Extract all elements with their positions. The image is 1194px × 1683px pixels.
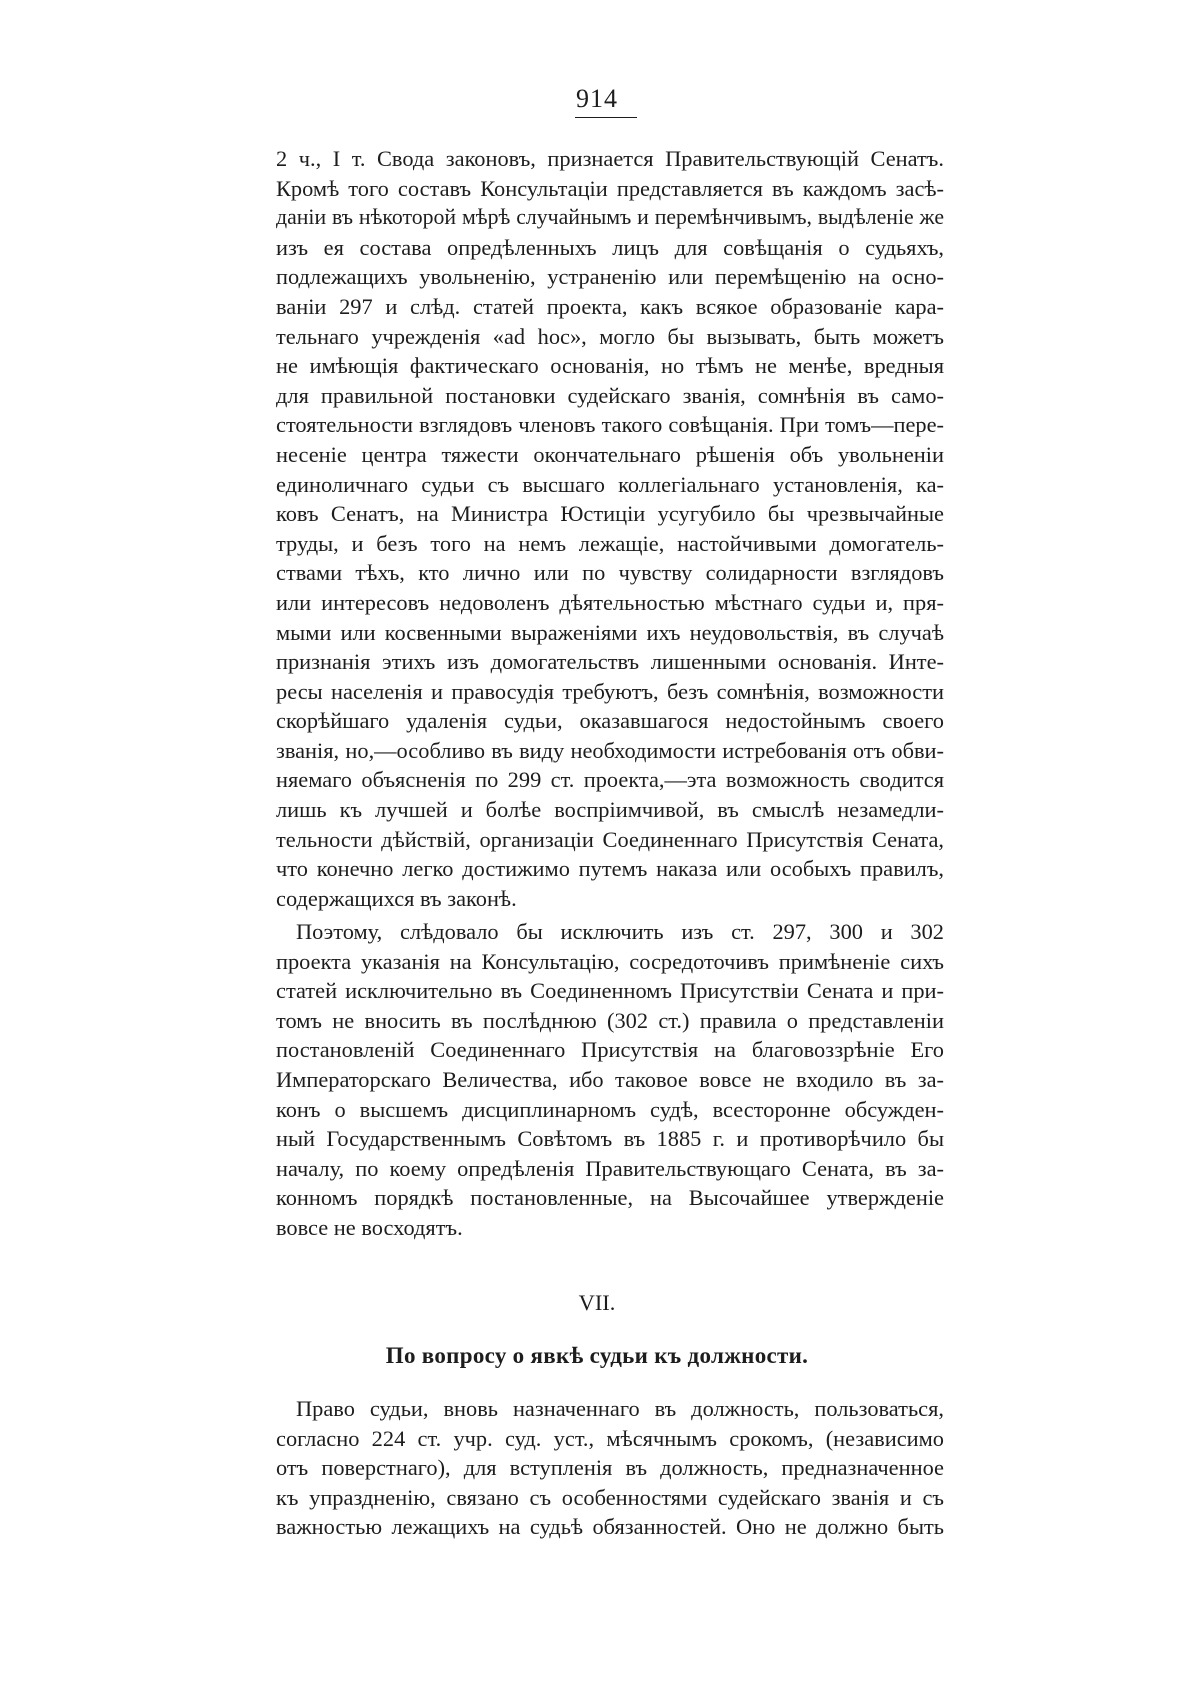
text-line: стоятельности взглядовъ членовъ такого совѣщанія. При томъ—пере- [276, 412, 944, 438]
text-line: началу, по коему опредѣленія Правительствующаго Сената, въ за- [276, 1155, 944, 1181]
page-number: 914 [576, 84, 618, 113]
text-line: что конечно легко достижимо путемъ наказа или особыхъ правилъ, [276, 856, 944, 882]
text-line: конномъ порядкѣ постановленные, на Высочайшее утвержденіе [276, 1185, 944, 1211]
text-line: тельнаго учрежденія «ad hoc», могло бы вызывать, быть можетъ [276, 323, 944, 349]
text-line: ный Государственнымъ Совѣтомъ въ 1885 г. и противорѣчило бы [276, 1126, 944, 1152]
text-line: ресы населенія и правосудія требуютъ, безъ сомнѣнія, возможности [276, 678, 944, 704]
text-line: конъ о высшемъ дисциплинарномъ судѣ, всесторонне обсужден- [276, 1096, 944, 1122]
text-line: для правильной постановки судейскаго званія, сомнѣнія въ само- [276, 382, 944, 408]
text-line: отъ поверстнаго), для вступленія въ должность, предназначенное [276, 1455, 944, 1481]
text-line: тельности дѣйствій, организаціи Соединеннаго Присутствія Сената, [276, 826, 944, 852]
text-line: 2 ч., I т. Свода законовъ, признается Правительствующій Сенатъ. [276, 146, 944, 171]
text-line: подлежащихъ увольненію, устраненію или перемѣщенію на осно- [276, 264, 944, 290]
text-line: томъ не вносить въ послѣднюю (302 ст.) правила о представленіи [276, 1007, 944, 1033]
text-line: важностью лежащихъ на судьѣ обязанностей. Оно не должно быть [276, 1514, 944, 1540]
text-line: званія, но,—особливо въ виду необходимости истребованія отъ обви- [276, 737, 944, 763]
text-line: вовсе не восходятъ. [276, 1214, 463, 1240]
text-line: труды, и безъ того на немъ лежащіе, настойчивыми домогатель- [276, 530, 944, 556]
paragraph-3 [276, 1394, 944, 1542]
text-line: не имѣющія фактическаго основанія, но тѣмъ не менѣе, вредныя [276, 353, 944, 379]
text-line: Поэтому, слѣдовало бы исключить изъ ст. 297, 300 и 302 [296, 919, 944, 944]
text-line: Кромѣ того составъ Консультаціи представляется въ каждомъ засѣ- [276, 175, 944, 201]
text-line: скорѣйшаго удаленія судьи, оказавшагося недостойнымъ своего [276, 708, 944, 734]
text-line: постановленій Соединеннаго Присутствія на благовоззрѣніе Его [276, 1037, 944, 1063]
text-line: изъ ея состава опредѣленныхъ лицъ для совѣщанія о судьяхъ, [276, 234, 944, 260]
page-number-underline [575, 117, 637, 118]
text-line: Императорскаго Величества, ибо таковое вовсе не входило въ за- [276, 1066, 944, 1092]
paragraph-1 [276, 144, 944, 913]
text-line: ковъ Сенатъ, на Министра Юстиціи усугубило бы чрезвычайные [276, 501, 944, 527]
text-line: няемаго объясненія по 299 ст. проекта,—эта возможность сводится [276, 767, 944, 793]
text-line: даніи въ нѣкоторой мѣрѣ случайнымъ и перемѣнчивымъ, выдѣленіе же [276, 205, 944, 230]
paragraph-2 [276, 917, 944, 1243]
text-line: лишь къ лучшей и болѣе воспріимчивой, въ смыслѣ незамедли- [276, 797, 944, 823]
text-line: единоличнаго судьи съ высшаго коллегіальнаго установленія, ка- [276, 471, 944, 497]
text-line: статей исключительно въ Соединенномъ Присутствіи Сената и при- [276, 978, 944, 1004]
section-numeral: VII. [578, 1290, 616, 1315]
text-line: содержащихся въ законѣ. [276, 885, 517, 911]
text-line: ствами тѣхъ, кто лично или по чувству солидарности взглядовъ [276, 560, 944, 586]
text-line: признанія этихъ изъ домогательствъ лишенными основанія. Инте- [276, 649, 944, 675]
text-line: или интересовъ недоволенъ дѣятельностью мѣстнаго судьи и, пря- [276, 589, 944, 615]
text-line: согласно 224 ст. учр. суд. уст., мѣсячнымъ срокомъ, (независимо [276, 1425, 944, 1451]
text-line: проекта указанія на Консультацію, сосредоточивъ примѣненіе сихъ [276, 948, 944, 974]
text-line: ваніи 297 и слѣд. статей проекта, какъ всякое образованіе кара- [276, 293, 944, 319]
text-line: мыми или косвенными выраженіями ихъ неудовольствія, въ случаѣ [276, 619, 944, 645]
text-line: къ упраздненію, связано съ особенностями судейскаго званія и съ [276, 1484, 944, 1510]
section-title: По вопросу о явкѣ судьи къ должности. [385, 1343, 809, 1368]
text-line: несеніе центра тяжести окончательнаго рѣшенія объ увольненіи [276, 441, 944, 467]
text-line: Право судьи, вновь назначеннаго въ должность, пользоваться, [296, 1396, 944, 1421]
